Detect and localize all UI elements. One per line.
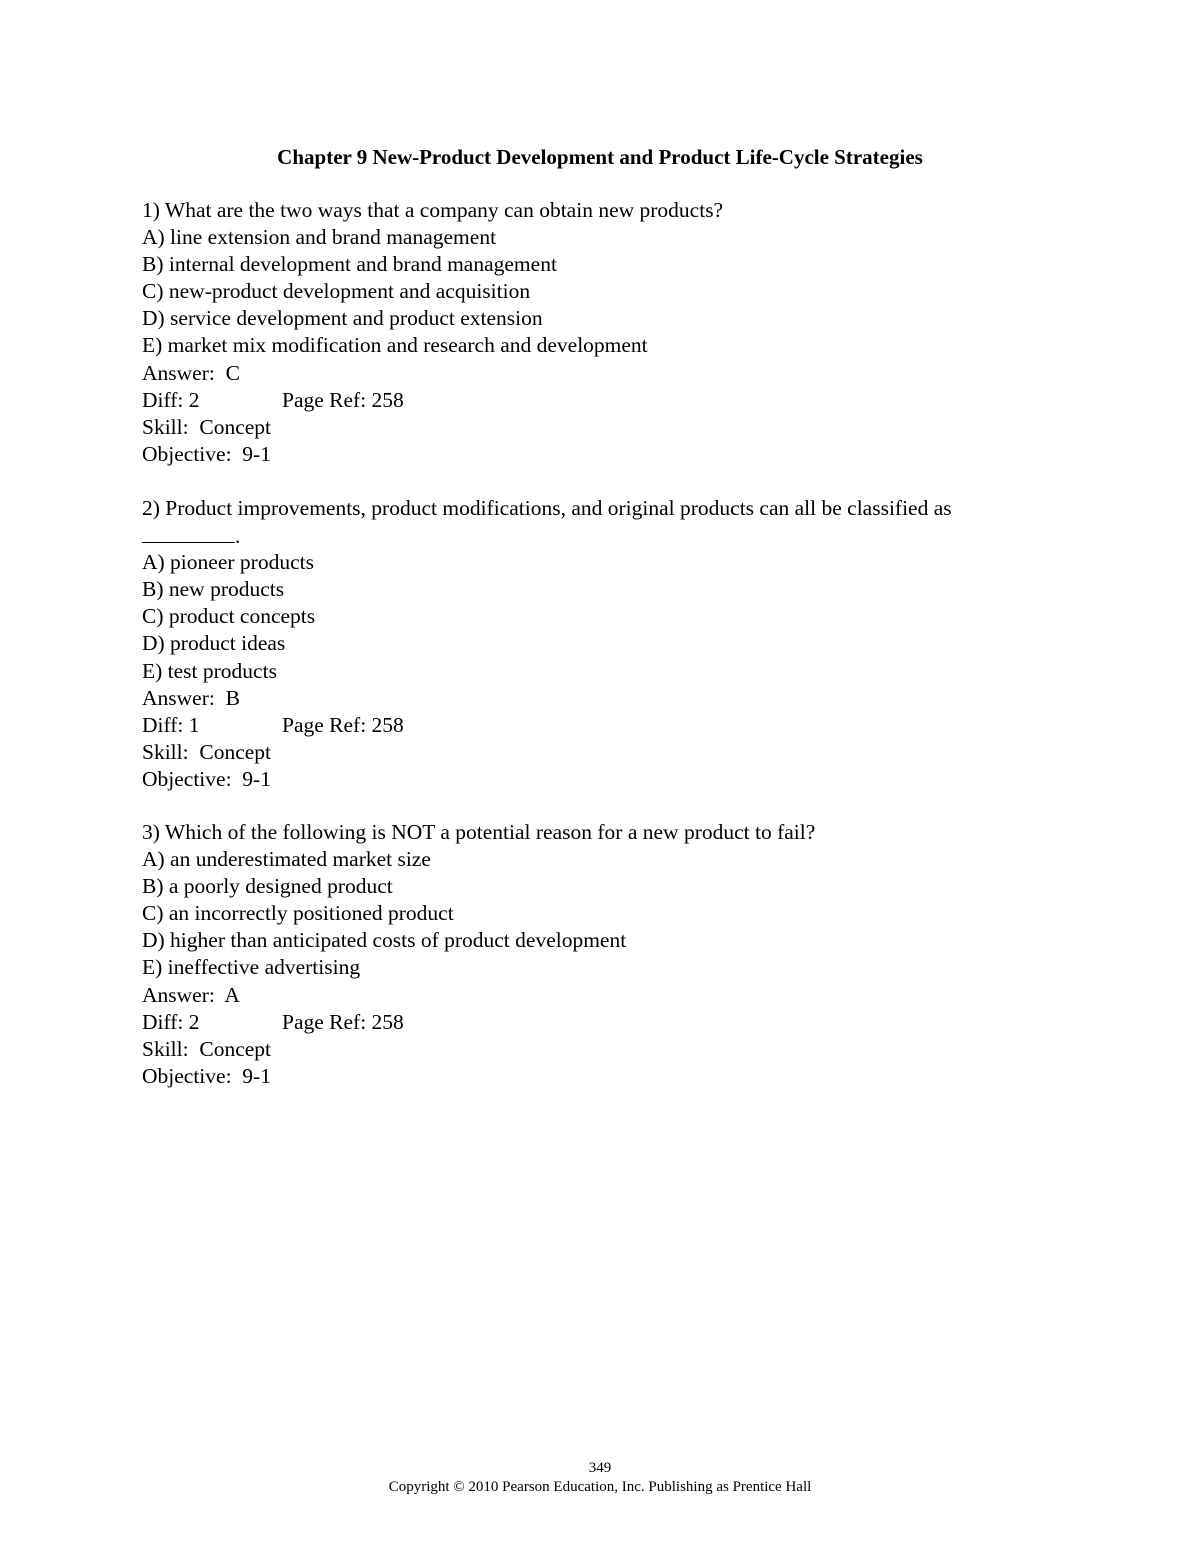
difficulty-row xyxy=(142,712,1042,739)
answer-option-b: B) new products xyxy=(142,577,285,602)
answer-key: Answer: A xyxy=(142,982,240,1007)
skill: Skill: Concept xyxy=(142,414,271,439)
answer-option-c: C) an incorrectly positioned product xyxy=(142,901,454,926)
answer-option-e: E) test products xyxy=(142,658,277,683)
blank-underline xyxy=(142,522,235,543)
answer-option-e: E) market mix modification and research and development xyxy=(142,333,648,358)
answer-option-b: B) internal development and brand management xyxy=(142,252,557,277)
skill: Skill: Concept xyxy=(142,1036,271,1061)
difficulty: Diff: 2 xyxy=(142,1009,200,1034)
page-reference: Page Ref: 258 xyxy=(282,1009,404,1034)
objective: Objective: 9-1 xyxy=(142,1063,271,1088)
answer-option-a: A) line extension and brand management xyxy=(142,225,497,250)
objective: Objective: 9-1 xyxy=(142,441,271,466)
copyright-notice: Copyright © 2010 Pearson Education, Inc. Publishing as Prentice Hall xyxy=(388,1479,812,1495)
answer-option-e: E) ineffective advertising xyxy=(142,955,361,980)
chapter-title: Chapter 9 New-Product Development and Product Life-Cycle Strategies xyxy=(277,145,923,169)
answer-option-a: A) pioneer products xyxy=(142,550,314,575)
fill-in-blank xyxy=(142,522,1042,549)
question-block-1 xyxy=(142,197,1042,468)
answer-option-d: D) service development and product extension xyxy=(142,306,543,331)
answer-option-d: D) product ideas xyxy=(142,631,286,656)
question-text: 3) Which of the following is NOT a potential reason for a new product to fail? xyxy=(142,820,816,844)
difficulty-row xyxy=(142,1009,1042,1036)
answer-option-c: C) product concepts xyxy=(142,604,316,629)
answer-option-b: B) a poorly designed product xyxy=(142,874,393,899)
objective: Objective: 9-1 xyxy=(142,766,271,791)
difficulty: Diff: 1 xyxy=(142,712,200,737)
difficulty-row xyxy=(142,387,1042,414)
question-block-2 xyxy=(142,495,1042,793)
difficulty: Diff: 2 xyxy=(142,387,200,412)
question-text: 2) Product improvements, product modifications, and original products can all be classified as xyxy=(142,496,952,520)
blank-suffix: . xyxy=(235,524,241,549)
question-text: 1) What are the two ways that a company can obtain new products? xyxy=(142,198,724,222)
skill: Skill: Concept xyxy=(142,739,271,764)
page-reference: Page Ref: 258 xyxy=(282,387,404,412)
answer-key: Answer: B xyxy=(142,685,240,710)
answer-key: Answer: C xyxy=(142,360,240,385)
page-reference: Page Ref: 258 xyxy=(282,712,404,737)
page-number: 349 xyxy=(588,1460,612,1476)
question-block-3 xyxy=(142,819,1042,1090)
answer-option-a: A) an underestimated market size xyxy=(142,847,431,872)
answer-option-d: D) higher than anticipated costs of product development xyxy=(142,928,627,953)
answer-option-c: C) new-product development and acquisition xyxy=(142,279,531,304)
